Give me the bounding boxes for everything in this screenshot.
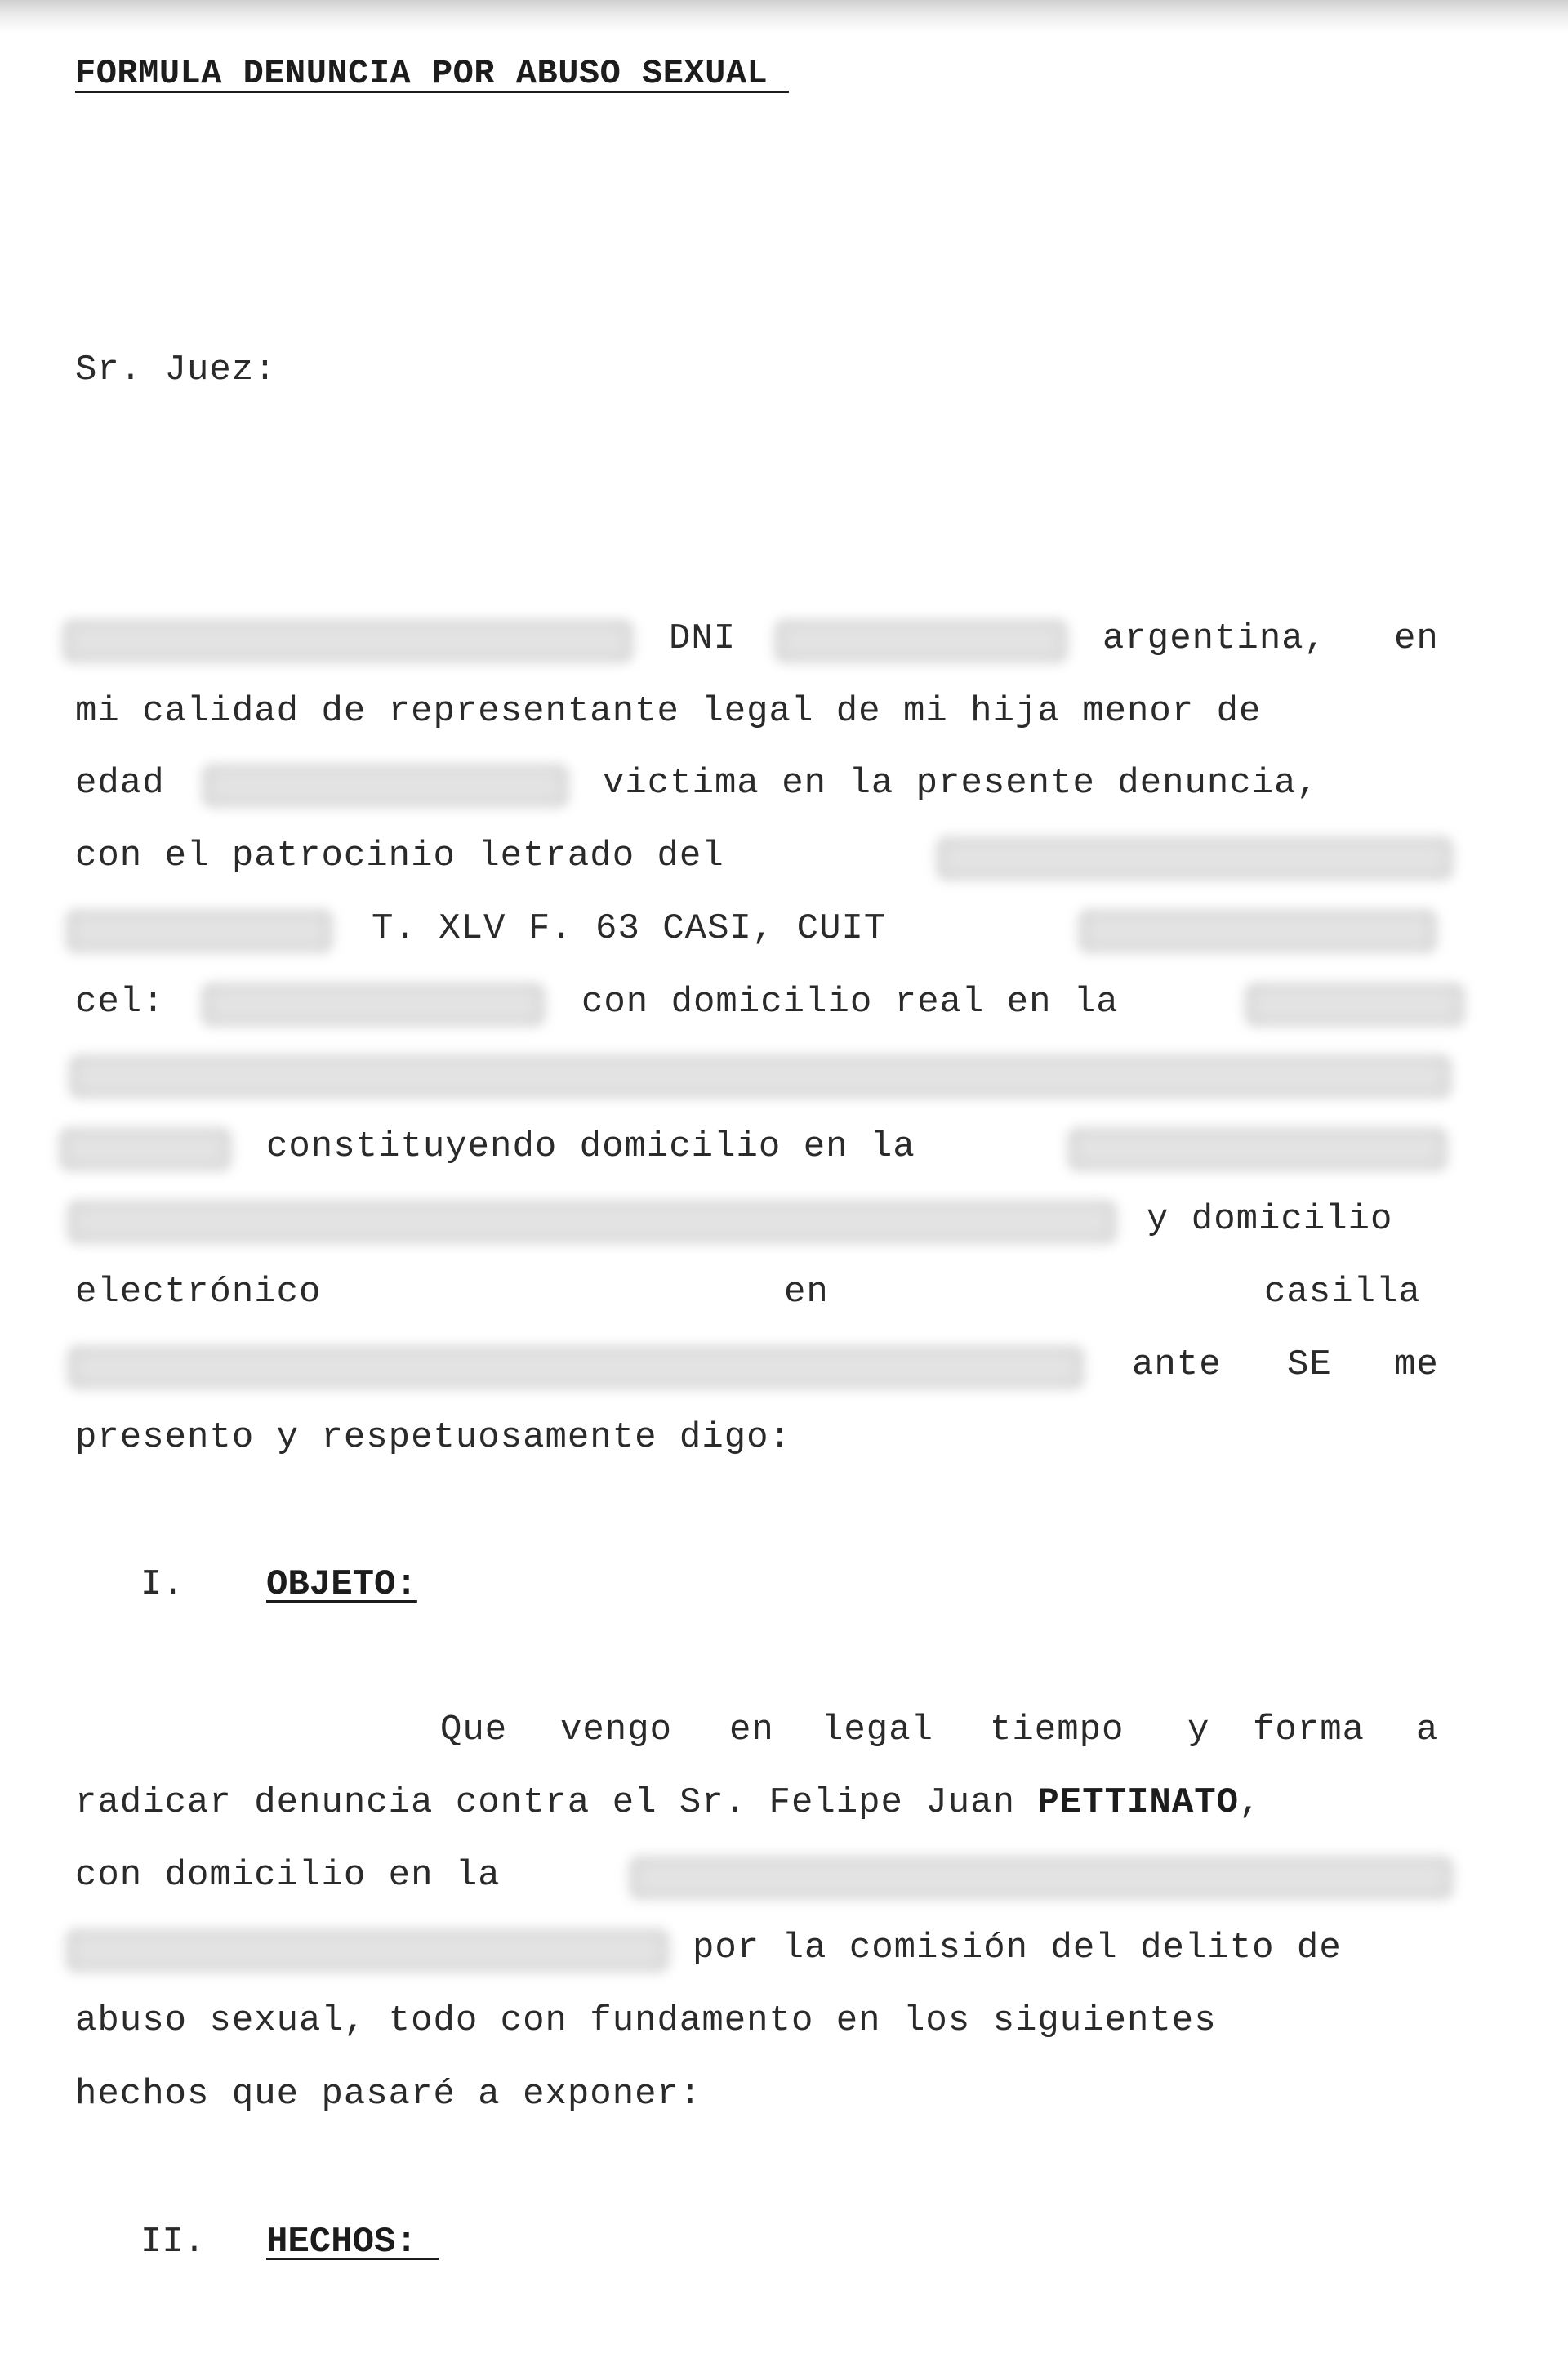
casilla-text: casilla: [1264, 1272, 1421, 1313]
ante-text: ante: [1132, 1344, 1222, 1385]
intro-line-10: [75, 1268, 1442, 1317]
redacted-address-2: [69, 1054, 1452, 1099]
word-y: y: [1187, 1710, 1210, 1750]
section-1-number: I.: [140, 1564, 184, 1605]
word-vengo: vengo: [560, 1710, 673, 1750]
document-page: [75, 0, 1442, 2354]
accused-domicilio-text: con domicilio en la: [75, 1855, 501, 1896]
objeto-line-4: [75, 1924, 1442, 1973]
section-2-number: II.: [140, 2222, 206, 2263]
word-legal: legal: [822, 1710, 934, 1750]
redacted-accused-address-1: [629, 1856, 1454, 1900]
patrocinio-text: con el patrocinio letrado del: [75, 836, 724, 876]
redacted-address-1: [1245, 983, 1465, 1027]
electronico-text: electrónico: [75, 1272, 322, 1313]
intro-line-9: [75, 1195, 1442, 1244]
redacted-address-3: [59, 1127, 232, 1171]
intro-line-8: [75, 1122, 1442, 1171]
nationality-text: argentina,: [1102, 618, 1327, 659]
cel-label: cel:: [75, 982, 165, 1023]
intro-line-6: [75, 978, 1442, 1027]
tomo-text: T. XLV F. 63 CASI, CUIT: [372, 908, 887, 949]
intro-line-2-text: mi calidad de representante legal de mi hija menor de: [75, 691, 1262, 732]
constituyendo-text: constituyendo domicilio en la: [266, 1126, 915, 1167]
word-en: en: [729, 1710, 774, 1750]
word-a: a: [1416, 1710, 1439, 1750]
redacted-accused-address-2: [65, 1928, 670, 1973]
dni-label: DNI: [669, 618, 737, 659]
intro-line-7: [75, 1050, 1442, 1099]
salutation: Sr. Juez:: [75, 350, 277, 390]
redacted-cuit: [1078, 909, 1437, 953]
abuso-text: abuso sexual, todo con fundamento en los siguientes: [75, 2000, 1217, 2041]
y-domicilio-text: y domicilio: [1147, 1199, 1393, 1240]
word-que: Que: [440, 1710, 508, 1750]
redacted-lawyer-surname: [65, 909, 333, 953]
redacted-minor-name: [202, 764, 569, 808]
objeto-line-2-text: [75, 1778, 1261, 1827]
delito-text: por la comisión del delito de: [693, 1928, 1342, 1968]
intro-line-3: [75, 759, 1442, 808]
redacted-lawyer-name: [936, 836, 1454, 881]
objeto-line-3: [75, 1851, 1442, 1900]
accused-surname: PETTINATO: [1037, 1782, 1240, 1823]
redacted-phone: [201, 983, 546, 1027]
en-word-text: en: [784, 1272, 829, 1313]
victima-text: victima en la presente denuncia,: [603, 763, 1319, 804]
intro-line-1: [75, 614, 1442, 663]
redacted-name: [62, 619, 634, 663]
se-text: SE: [1287, 1344, 1332, 1385]
en-text: en: [1394, 618, 1439, 659]
domicilio-real-text: con domicilio real en la: [581, 982, 1119, 1023]
objeto-line-2: [75, 1778, 1442, 1827]
section-1-title: OBJETO:: [266, 1564, 417, 1605]
word-tiempo: tiempo: [990, 1710, 1125, 1750]
hechos-exponer-text: hechos que pasaré a exponer:: [75, 2074, 702, 2115]
intro-line-11: [75, 1340, 1442, 1389]
denuncia-text: radicar denuncia contra el Sr. Felipe Juan: [75, 1782, 1038, 1823]
redacted-email: [67, 1345, 1085, 1389]
intro-line-2: [75, 687, 1442, 736]
me-text: me: [1394, 1344, 1439, 1385]
redacted-dni: [774, 619, 1068, 663]
edad-text: edad: [75, 763, 165, 804]
intro-line-12: [75, 1413, 1442, 1462]
document-title: FORMULA DENUNCIA POR ABUSO SEXUAL: [75, 54, 789, 93]
section-2-title: HECHOS:: [266, 2222, 439, 2263]
objeto-line-6: [75, 2070, 1442, 2119]
redacted-legal-address-1: [1067, 1127, 1448, 1171]
objeto-line-1: [75, 1705, 1442, 1754]
presento-text: presento y respetuosamente digo:: [75, 1417, 791, 1458]
redacted-legal-address-2: [67, 1200, 1117, 1244]
intro-line-4: [75, 831, 1442, 881]
intro-line-5: [75, 904, 1442, 953]
comma-text: ,: [1239, 1782, 1262, 1823]
objeto-line-5: [75, 1996, 1442, 2045]
word-forma: forma: [1253, 1710, 1365, 1750]
